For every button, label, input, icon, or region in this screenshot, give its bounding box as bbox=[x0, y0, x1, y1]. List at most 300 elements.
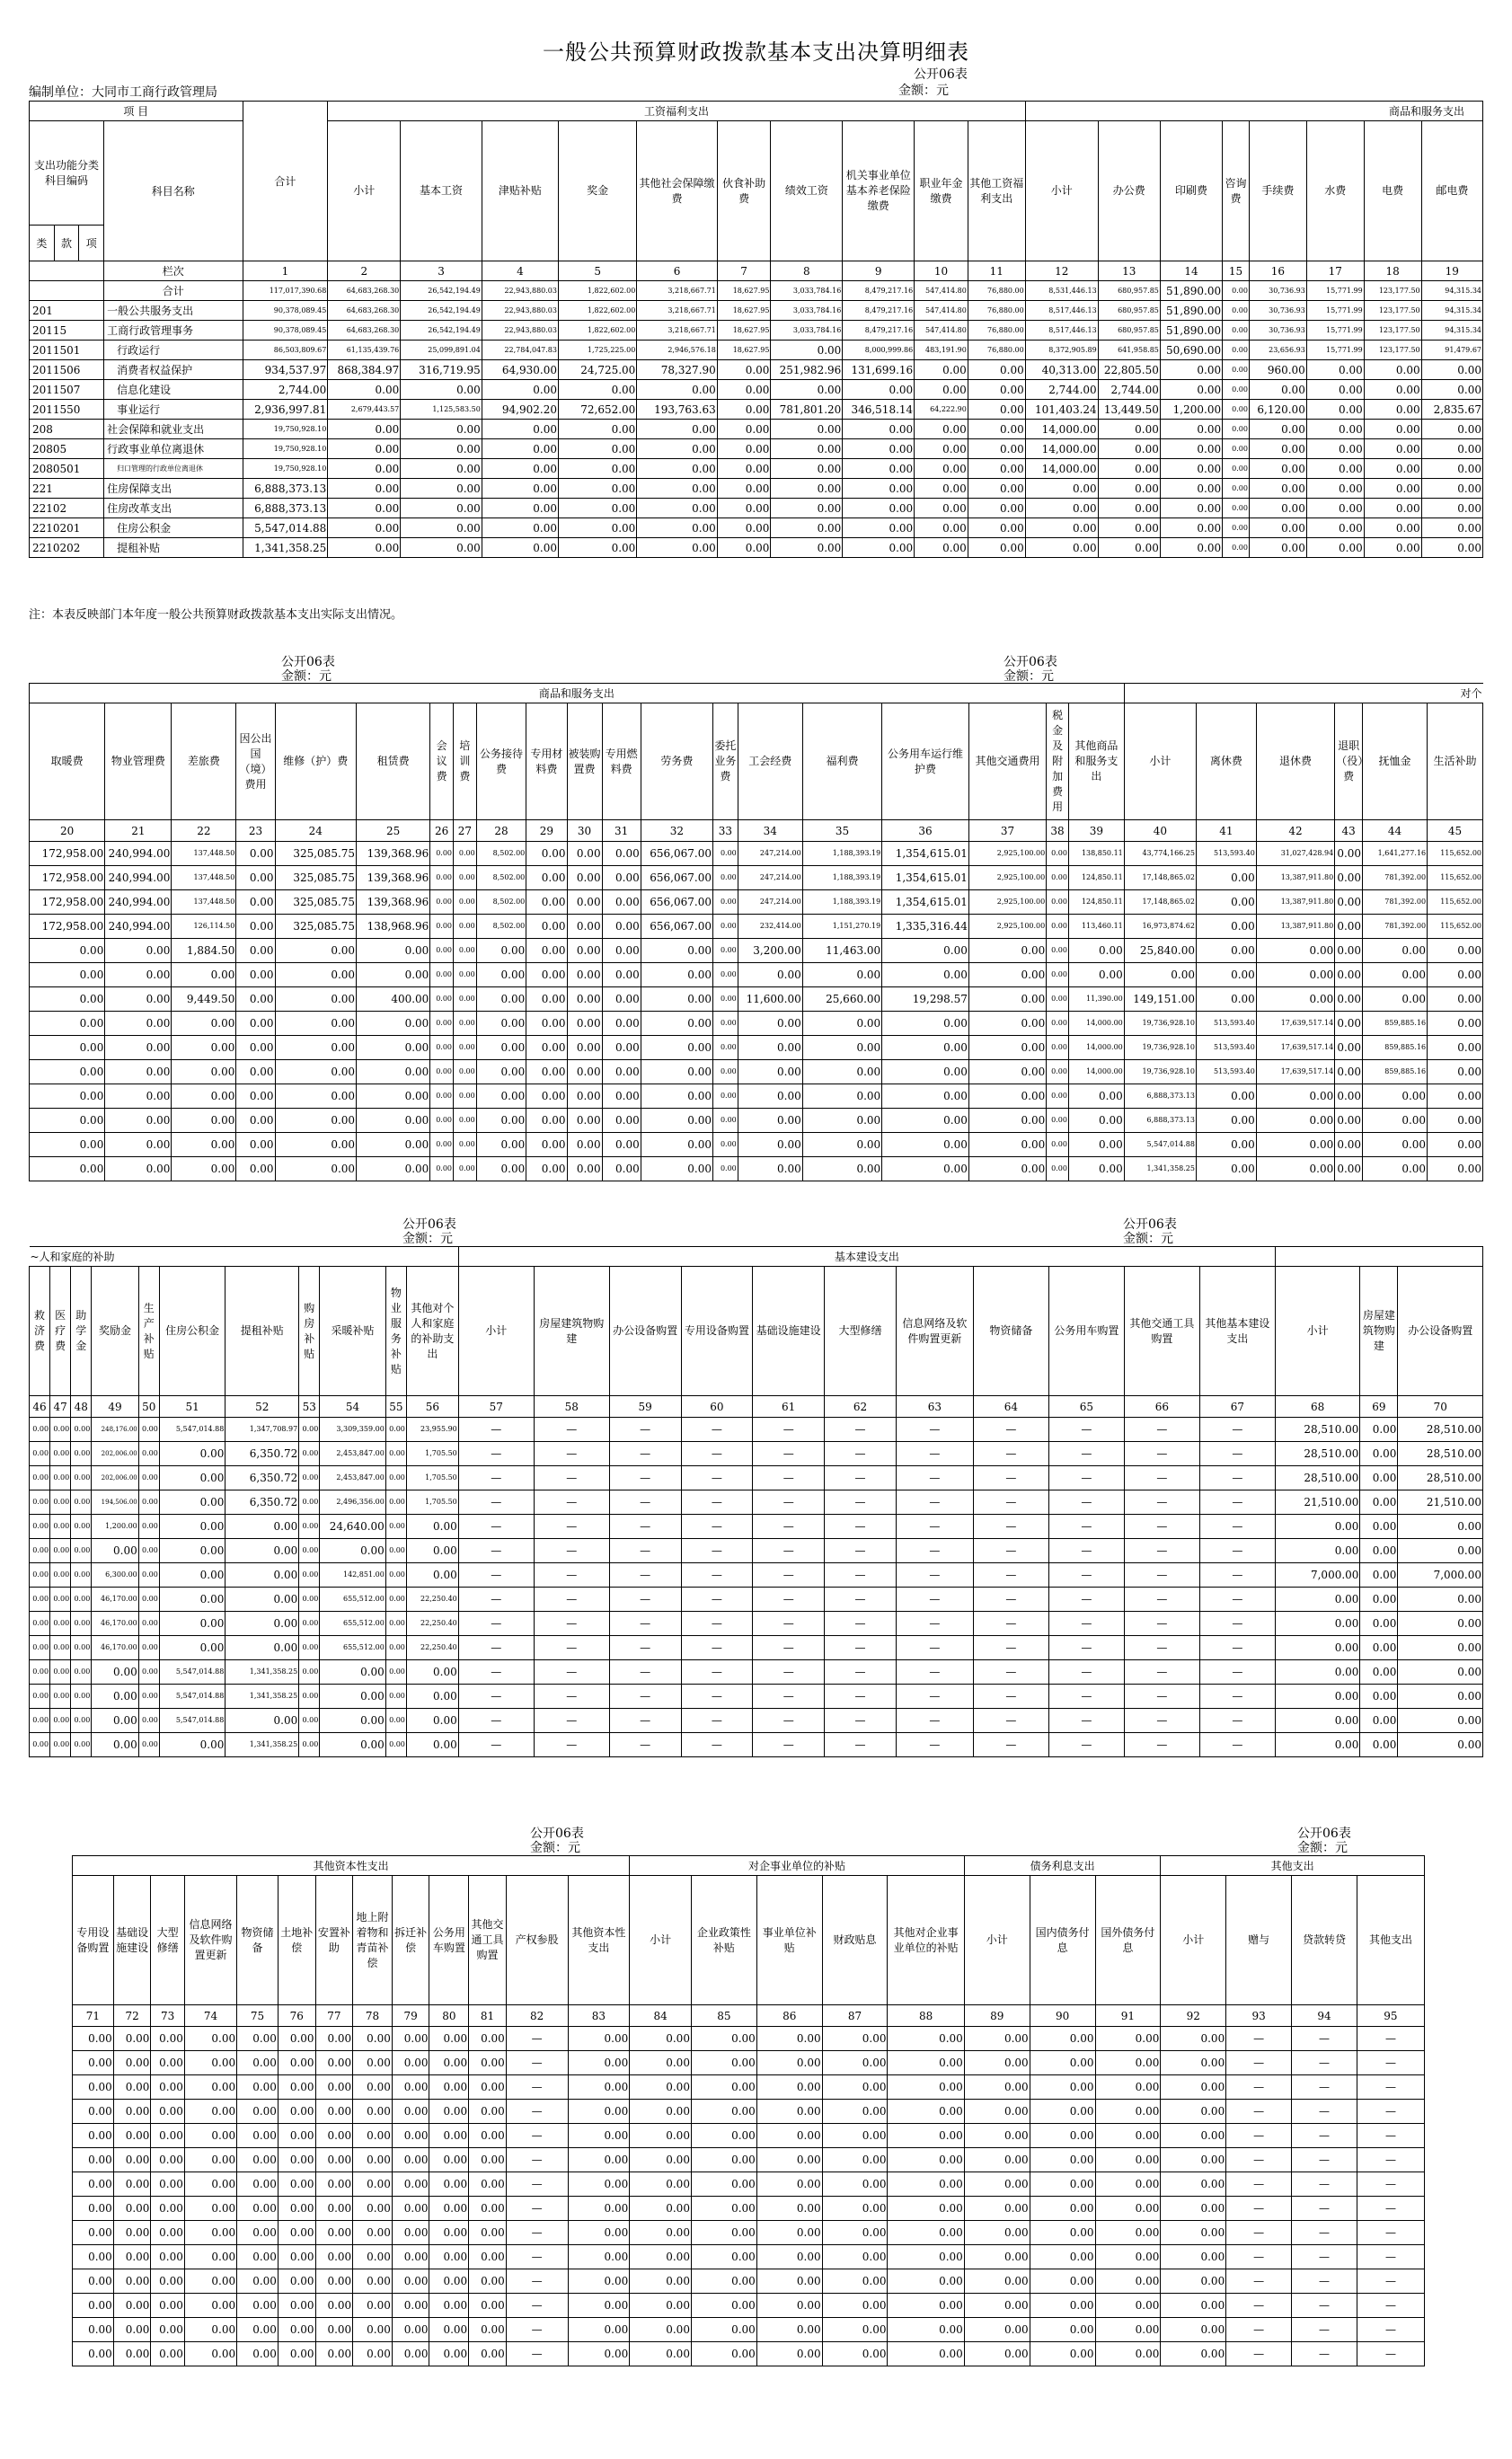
value-cell: 0.00 bbox=[275, 939, 357, 963]
column-number: 42 bbox=[1256, 820, 1334, 842]
table-row bbox=[73, 2342, 1425, 2366]
column-header: 物业管理费 bbox=[105, 703, 172, 820]
value-cell: 0.00 bbox=[738, 1157, 802, 1181]
value-cell: 0.00 bbox=[637, 538, 717, 558]
value-cell: 0.00 bbox=[843, 459, 915, 479]
value-cell: 0.00 bbox=[717, 400, 771, 420]
value-cell: — bbox=[1226, 2197, 1292, 2221]
column-header: 土地补偿 bbox=[278, 1876, 315, 2005]
value-cell: — bbox=[896, 1490, 973, 1515]
value-cell: 8,372,905.89 bbox=[1025, 341, 1098, 360]
column-number: 84 bbox=[630, 2005, 692, 2027]
table-row bbox=[73, 2294, 1425, 2318]
value-cell: 0.00 bbox=[691, 2318, 756, 2342]
value-cell: — bbox=[896, 1466, 973, 1490]
value-cell: 0.00 bbox=[1428, 963, 1483, 987]
value-cell: 0.00 bbox=[964, 2245, 1030, 2269]
value-cell: 0.00 bbox=[1363, 1157, 1428, 1181]
value-cell: 0.00 bbox=[568, 2269, 630, 2294]
value-cell: 0.00 bbox=[915, 479, 968, 499]
value-cell: — bbox=[609, 1660, 681, 1685]
value-cell: 0.00 bbox=[1249, 380, 1306, 400]
column-number: 56 bbox=[406, 1396, 458, 1418]
value-cell: 0.00 bbox=[602, 1084, 641, 1109]
value-cell: — bbox=[1048, 1442, 1124, 1466]
column-header: 公务用车购置 bbox=[1048, 1267, 1124, 1396]
value-cell: 2,835.67 bbox=[1421, 400, 1482, 420]
value-cell: 0.00 bbox=[315, 2342, 353, 2366]
value-cell: 0.00 bbox=[691, 2294, 756, 2318]
column-header: 其他对企业事业单位的补贴 bbox=[888, 1876, 964, 2005]
value-cell: 0.00 bbox=[915, 499, 968, 518]
value-cell: — bbox=[609, 1563, 681, 1588]
value-cell: 0.00 bbox=[237, 2027, 279, 2051]
value-cell: — bbox=[896, 1685, 973, 1709]
value-cell: — bbox=[1292, 2172, 1357, 2197]
value-cell: 0.00 bbox=[526, 1109, 567, 1133]
value-cell: 0.00 bbox=[105, 1036, 172, 1060]
value-cell: 123,177.50 bbox=[1364, 321, 1421, 341]
value-cell: — bbox=[753, 1418, 825, 1442]
value-cell: 0.00 bbox=[275, 1036, 357, 1060]
value-cell: 641,958.85 bbox=[1098, 341, 1160, 360]
value-cell: 0.00 bbox=[328, 479, 401, 499]
column-number: 94 bbox=[1292, 2005, 1357, 2027]
value-cell: 0.00 bbox=[236, 890, 275, 915]
table-row bbox=[30, 842, 1483, 866]
value-cell: 0.00 bbox=[1335, 1109, 1363, 1133]
value-cell: 0.00 bbox=[454, 1036, 477, 1060]
value-cell: 0.00 bbox=[299, 1660, 320, 1685]
value-cell: 0.00 bbox=[73, 2051, 114, 2075]
sum-cell: 8,531,446.13 bbox=[1025, 281, 1098, 301]
value-cell: 0.00 bbox=[843, 380, 915, 400]
value-cell: 513,593.40 bbox=[1196, 1036, 1256, 1060]
value-cell: — bbox=[458, 1588, 534, 1612]
value-cell: 0.00 bbox=[771, 479, 843, 499]
value-cell: 0.00 bbox=[712, 963, 738, 987]
value-cell: 0.00 bbox=[1098, 439, 1160, 459]
column-header: 其他基本建设支出 bbox=[1199, 1267, 1275, 1396]
value-cell: 0.00 bbox=[882, 939, 969, 963]
value-cell: — bbox=[458, 1660, 534, 1685]
column-number: 77 bbox=[315, 2005, 353, 2027]
value-cell: 0.00 bbox=[567, 1084, 602, 1109]
value-cell: 0.00 bbox=[429, 2027, 469, 2051]
value-cell: 0.00 bbox=[1160, 459, 1222, 479]
value-cell: 0.00 bbox=[357, 963, 430, 987]
value-cell: 0.00 bbox=[526, 1157, 567, 1181]
value-cell: 0.00 bbox=[1030, 2318, 1095, 2342]
value-cell: 0.00 bbox=[526, 963, 567, 987]
value-cell: 0.00 bbox=[430, 1012, 454, 1036]
value-cell: — bbox=[1292, 2148, 1357, 2172]
value-cell: 0.00 bbox=[1398, 1709, 1483, 1733]
value-cell: 248,176.00 bbox=[92, 1418, 138, 1442]
column-number: 16 bbox=[1249, 261, 1306, 281]
value-cell: 115,652.00 bbox=[1428, 890, 1483, 915]
value-cell: — bbox=[896, 1418, 973, 1442]
value-cell: 0.00 bbox=[113, 2197, 151, 2221]
value-cell: — bbox=[825, 1660, 897, 1685]
row-name: 行政运行 bbox=[104, 341, 243, 360]
value-cell: 2,744.00 bbox=[1025, 380, 1098, 400]
row-code: 20115 bbox=[30, 321, 104, 341]
value-cell: 19,736,928.10 bbox=[1124, 1012, 1196, 1036]
value-cell: 0.00 bbox=[1398, 1612, 1483, 1636]
sum-cell: 30,736.93 bbox=[1249, 281, 1306, 301]
column-header: 提租补贴 bbox=[225, 1267, 299, 1396]
value-cell: 1,705.50 bbox=[406, 1490, 458, 1515]
value-cell: 0.00 bbox=[968, 1012, 1046, 1036]
column-number: 66 bbox=[1124, 1396, 1199, 1418]
value-cell: 0.00 bbox=[30, 1133, 105, 1157]
value-cell: 0.00 bbox=[225, 1588, 299, 1612]
row-name: 住房保障支出 bbox=[104, 479, 243, 499]
value-cell: 0.00 bbox=[159, 1466, 225, 1490]
value-cell: 6,120.00 bbox=[1249, 400, 1306, 420]
value-cell: — bbox=[753, 1490, 825, 1515]
value-cell: 0.00 bbox=[30, 1612, 50, 1636]
table-row bbox=[73, 2221, 1425, 2245]
value-cell: 0.00 bbox=[712, 1036, 738, 1060]
value-cell: 0.00 bbox=[964, 2221, 1030, 2245]
value-cell: 0.00 bbox=[738, 1084, 802, 1109]
value-cell: 0.00 bbox=[385, 1418, 406, 1442]
value-cell: 0.00 bbox=[357, 1084, 430, 1109]
value-cell: 123,177.50 bbox=[1364, 341, 1421, 360]
column-number: 79 bbox=[392, 2005, 429, 2027]
column-number: 6 bbox=[637, 261, 717, 281]
value-cell: 137,448.50 bbox=[172, 890, 236, 915]
value-cell: — bbox=[1226, 2318, 1292, 2342]
value-cell: 0.00 bbox=[151, 2124, 184, 2148]
value-cell: 0.00 bbox=[756, 2221, 822, 2245]
value-cell: — bbox=[825, 1418, 897, 1442]
value-cell: 0.00 bbox=[691, 2148, 756, 2172]
column-number: 53 bbox=[299, 1396, 320, 1418]
column-number: 47 bbox=[50, 1396, 71, 1418]
value-cell: 0.00 bbox=[602, 939, 641, 963]
value-cell: 0.00 bbox=[454, 1012, 477, 1036]
value-cell: 76,880.00 bbox=[968, 341, 1025, 360]
value-cell: 0.00 bbox=[184, 2342, 236, 2366]
value-cell: 0.00 bbox=[1124, 963, 1196, 987]
value-cell: 0.00 bbox=[237, 2221, 279, 2245]
sum-cell: 26,542,194.49 bbox=[401, 281, 482, 301]
value-cell: 0.00 bbox=[691, 2269, 756, 2294]
value-cell: 2,744.00 bbox=[1098, 380, 1160, 400]
value-cell: 21,510.00 bbox=[1275, 1490, 1359, 1515]
value-cell: — bbox=[681, 1563, 753, 1588]
sum-cell: 94,315.34 bbox=[1421, 281, 1482, 301]
value-cell: 0.00 bbox=[1360, 1490, 1398, 1515]
value-cell: 15,771.99 bbox=[1306, 321, 1364, 341]
column-number: 3 bbox=[401, 261, 482, 281]
value-cell: 0.00 bbox=[712, 1084, 738, 1109]
column-number: 52 bbox=[225, 1396, 299, 1418]
row-name: 事业运行 bbox=[104, 400, 243, 420]
column-header: 办公费 bbox=[1098, 121, 1160, 261]
value-cell: 0.00 bbox=[385, 1709, 406, 1733]
column-header: 差旅费 bbox=[172, 703, 236, 820]
value-cell: 139,368.96 bbox=[357, 866, 430, 890]
value-cell: 0.00 bbox=[968, 420, 1025, 439]
header-row bbox=[30, 102, 1483, 121]
column-header: 事业单位补贴 bbox=[756, 1876, 822, 2005]
value-cell: 0.00 bbox=[1161, 2027, 1226, 2051]
unit-label: 编制单位：大同市工商行政管理局 bbox=[29, 85, 217, 100]
value-cell: 0.00 bbox=[328, 459, 401, 479]
value-cell: 0.00 bbox=[1360, 1442, 1398, 1466]
column-header: 委托业务费 bbox=[712, 703, 738, 820]
value-cell: — bbox=[1357, 2245, 1424, 2269]
row-code: 2080501 bbox=[30, 459, 104, 479]
value-cell: 400.00 bbox=[357, 987, 430, 1012]
table-row bbox=[30, 518, 1483, 538]
value-cell: 0.00 bbox=[968, 380, 1025, 400]
table-row bbox=[30, 1636, 1483, 1660]
value-cell: 0.00 bbox=[756, 2342, 822, 2366]
value-cell: — bbox=[1292, 2124, 1357, 2148]
value-cell: 0.00 bbox=[138, 1685, 159, 1709]
value-cell: 0.00 bbox=[1161, 2197, 1226, 2221]
value-cell: 8,502.00 bbox=[476, 866, 526, 890]
value-cell: 0.00 bbox=[30, 1636, 50, 1660]
value-cell: 2,925,100.00 bbox=[968, 890, 1046, 915]
value-cell: — bbox=[1292, 2294, 1357, 2318]
value-cell: 0.00 bbox=[568, 2148, 630, 2172]
value-cell: 90,378,089.45 bbox=[243, 301, 328, 321]
column-header: 信息网络及软件购置更新 bbox=[896, 1267, 973, 1396]
value-cell: 0.00 bbox=[964, 2294, 1030, 2318]
value-cell: 0.00 bbox=[476, 1157, 526, 1181]
sum-label: 合计 bbox=[104, 281, 243, 301]
value-cell: 0.00 bbox=[1068, 963, 1124, 987]
value-cell: 0.00 bbox=[1306, 400, 1364, 420]
value-cell: 0.00 bbox=[429, 2100, 469, 2124]
value-cell: — bbox=[825, 1709, 897, 1733]
value-cell: 0.00 bbox=[1095, 2075, 1161, 2100]
value-cell: 0.00 bbox=[630, 2124, 692, 2148]
value-cell: 172,958.00 bbox=[30, 866, 105, 890]
column-number: 87 bbox=[822, 2005, 888, 2027]
value-cell: 0.00 bbox=[353, 2197, 393, 2221]
value-cell: 139,368.96 bbox=[357, 842, 430, 866]
table-row bbox=[73, 2051, 1425, 2075]
sum-cell: 117,017,390.68 bbox=[243, 281, 328, 301]
value-cell: — bbox=[506, 2342, 568, 2366]
value-cell: 3,033,784.16 bbox=[771, 321, 843, 341]
value-cell: 0.00 bbox=[392, 2148, 429, 2172]
value-cell: — bbox=[825, 1612, 897, 1636]
value-cell: 18,627.95 bbox=[717, 341, 771, 360]
column-number: 81 bbox=[469, 2005, 507, 2027]
value-cell: 0.00 bbox=[771, 499, 843, 518]
value-cell: 0.00 bbox=[637, 499, 717, 518]
column-number: 75 bbox=[237, 2005, 279, 2027]
table-row bbox=[73, 2124, 1425, 2148]
value-cell: 0.00 bbox=[353, 2318, 393, 2342]
value-cell: 0.00 bbox=[184, 2269, 236, 2294]
column-number: 15 bbox=[1223, 261, 1250, 281]
table-row bbox=[30, 1733, 1483, 1757]
value-cell: 0.00 bbox=[278, 2294, 315, 2318]
sum-cell: 123,177.50 bbox=[1364, 281, 1421, 301]
value-cell: 8,502.00 bbox=[476, 890, 526, 915]
value-cell: — bbox=[1357, 2027, 1424, 2051]
value-cell: 0.00 bbox=[429, 2148, 469, 2172]
value-cell: — bbox=[1357, 2197, 1424, 2221]
value-cell: 0.00 bbox=[822, 2172, 888, 2197]
value-cell: 0.00 bbox=[184, 2124, 236, 2148]
value-cell: — bbox=[1226, 2342, 1292, 2366]
value-cell: 0.00 bbox=[184, 2197, 236, 2221]
value-cell: 0.00 bbox=[630, 2100, 692, 2124]
value-cell: 0.00 bbox=[712, 1133, 738, 1157]
column-number: 69 bbox=[1360, 1396, 1398, 1418]
value-cell: 781,801.20 bbox=[771, 400, 843, 420]
value-cell: 0.00 bbox=[968, 1109, 1046, 1133]
table-row bbox=[30, 1709, 1483, 1733]
value-cell: 25,099,891.04 bbox=[401, 341, 482, 360]
value-cell: 0.00 bbox=[392, 2051, 429, 2075]
value-cell: 0.00 bbox=[738, 963, 802, 987]
value-cell: — bbox=[1124, 1418, 1199, 1442]
value-cell: — bbox=[825, 1588, 897, 1612]
table-row bbox=[30, 1109, 1483, 1133]
value-cell: 0.00 bbox=[526, 842, 567, 866]
column-number: 19 bbox=[1421, 261, 1482, 281]
value-cell: 1,125,583.50 bbox=[401, 400, 482, 420]
value-cell: 0.00 bbox=[138, 1466, 159, 1490]
value-cell: 0.00 bbox=[138, 1515, 159, 1539]
value-cell: — bbox=[458, 1466, 534, 1490]
value-cell: 251,982.96 bbox=[771, 360, 843, 380]
value-cell: 0.00 bbox=[641, 1133, 712, 1157]
value-cell: 0.00 bbox=[385, 1733, 406, 1757]
table-row bbox=[30, 1563, 1483, 1588]
value-cell: 0.00 bbox=[105, 1084, 172, 1109]
value-cell: 0.00 bbox=[278, 2245, 315, 2269]
value-cell: 934,537.97 bbox=[243, 360, 328, 380]
value-cell: 0.00 bbox=[113, 2100, 151, 2124]
value-cell: 5,547,014.88 bbox=[159, 1418, 225, 1442]
footnote: 注：本表反映部门本年度一般公共预算财政拨款基本支出实际支出情况。 bbox=[29, 608, 403, 622]
column-number: 58 bbox=[534, 1396, 609, 1418]
column-number: 28 bbox=[476, 820, 526, 842]
value-cell: 1,822,602.00 bbox=[558, 321, 636, 341]
value-cell: — bbox=[534, 1612, 609, 1636]
value-cell: — bbox=[458, 1563, 534, 1588]
value-cell: 0.00 bbox=[568, 2075, 630, 2100]
column-header: 退休费 bbox=[1256, 703, 1334, 820]
value-cell: 0.00 bbox=[482, 538, 558, 558]
value-cell: 0.00 bbox=[113, 2075, 151, 2100]
value-cell: — bbox=[1124, 1612, 1199, 1636]
value-cell: 0.00 bbox=[1095, 2172, 1161, 2197]
value-cell: 0.00 bbox=[469, 2051, 507, 2075]
column-header: 助学金 bbox=[71, 1267, 92, 1396]
value-cell: — bbox=[609, 1539, 681, 1563]
value-cell: 0.00 bbox=[159, 1563, 225, 1588]
value-cell: 0.00 bbox=[1160, 499, 1222, 518]
column-number: 74 bbox=[184, 2005, 236, 2027]
row-code: 20805 bbox=[30, 439, 104, 459]
value-cell: 0.00 bbox=[641, 987, 712, 1012]
value-cell: 0.00 bbox=[73, 2075, 114, 2100]
value-cell: 0.00 bbox=[802, 1060, 881, 1084]
value-cell: 325,085.75 bbox=[275, 842, 357, 866]
table-row bbox=[30, 1036, 1483, 1060]
value-cell: 0.00 bbox=[113, 2294, 151, 2318]
column-header: 赠与 bbox=[1226, 1876, 1292, 2005]
row-code: 201 bbox=[30, 301, 104, 321]
value-cell: 0.00 bbox=[822, 2294, 888, 2318]
value-cell: 0.00 bbox=[641, 1157, 712, 1181]
value-cell: 50,690.00 bbox=[1160, 341, 1222, 360]
value-cell: — bbox=[896, 1563, 973, 1588]
amount-unit-3a: 金额：元 bbox=[402, 1232, 453, 1246]
value-cell: 0.00 bbox=[50, 1490, 71, 1515]
column-number: 4 bbox=[482, 261, 558, 281]
value-cell: — bbox=[896, 1442, 973, 1466]
value-cell: 0.00 bbox=[888, 2294, 964, 2318]
value-cell: 0.00 bbox=[637, 380, 717, 400]
column-number: 67 bbox=[1199, 1396, 1275, 1418]
value-cell: 0.00 bbox=[275, 987, 357, 1012]
value-cell: 0.00 bbox=[964, 2124, 1030, 2148]
value-cell: 781,392.00 bbox=[1363, 915, 1428, 939]
value-cell: 0.00 bbox=[1360, 1515, 1398, 1539]
value-cell: 0.00 bbox=[630, 2027, 692, 2051]
value-cell: 0.00 bbox=[151, 2027, 184, 2051]
value-cell: 0.00 bbox=[454, 866, 477, 890]
table-row bbox=[30, 866, 1483, 890]
value-cell: 13,387,911.80 bbox=[1256, 890, 1334, 915]
value-cell: 202,006.00 bbox=[92, 1442, 138, 1466]
column-number: 8 bbox=[771, 261, 843, 281]
column-number: 88 bbox=[888, 2005, 964, 2027]
value-cell: 0.00 bbox=[299, 1418, 320, 1442]
value-cell: 0.00 bbox=[843, 518, 915, 538]
column-number: 26 bbox=[430, 820, 454, 842]
value-cell: 0.00 bbox=[1098, 538, 1160, 558]
value-cell: 91,479.67 bbox=[1421, 341, 1482, 360]
value-cell: — bbox=[1199, 1466, 1275, 1490]
value-cell: 0.00 bbox=[968, 1084, 1046, 1109]
value-cell: 15,771.99 bbox=[1306, 341, 1364, 360]
value-cell: 0.00 bbox=[71, 1563, 92, 1588]
value-cell: 78,327.90 bbox=[637, 360, 717, 380]
value-cell: 0.00 bbox=[1256, 939, 1334, 963]
value-cell: 0.00 bbox=[385, 1660, 406, 1685]
value-cell: 0.00 bbox=[406, 1733, 458, 1757]
value-cell: 0.00 bbox=[1095, 2124, 1161, 2148]
value-cell: 0.00 bbox=[1275, 1539, 1359, 1563]
value-cell: 0.00 bbox=[151, 2172, 184, 2197]
column-header: 其他对个人和家庭的补助支出 bbox=[406, 1267, 458, 1396]
value-cell: 0.00 bbox=[469, 2124, 507, 2148]
value-cell: — bbox=[1226, 2100, 1292, 2124]
value-cell: 0.00 bbox=[1223, 499, 1250, 518]
value-cell: 0.00 bbox=[1428, 1084, 1483, 1109]
value-cell: — bbox=[534, 1442, 609, 1466]
value-cell: 0.00 bbox=[113, 2148, 151, 2172]
column-number: 51 bbox=[159, 1396, 225, 1418]
value-cell: 0.00 bbox=[756, 2027, 822, 2051]
column-header: 专用设备购置 bbox=[73, 1876, 114, 2005]
